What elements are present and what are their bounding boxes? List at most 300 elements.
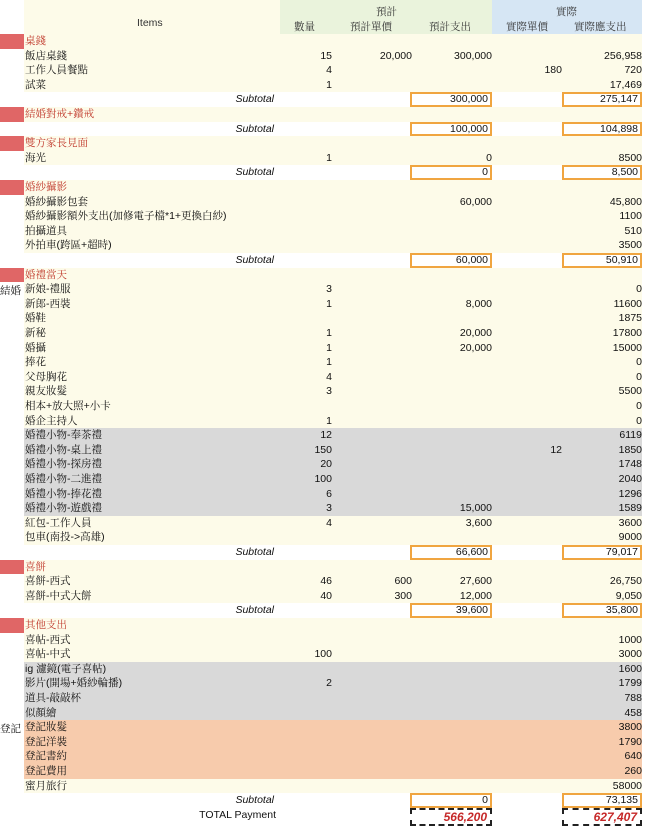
category-label[interactable]: 婚紗攝影 bbox=[24, 180, 280, 195]
actual-total-cell[interactable]: 1748 bbox=[562, 457, 642, 472]
item-label[interactable]: 婚鞋 bbox=[24, 311, 280, 326]
item-label[interactable]: 喜餅-中式大餅 bbox=[24, 589, 280, 604]
budget-total-cell[interactable] bbox=[412, 662, 492, 677]
qty-cell[interactable] bbox=[280, 530, 332, 545]
budget-total-cell[interactable] bbox=[412, 63, 492, 78]
actual-total-cell[interactable]: 510 bbox=[562, 224, 642, 239]
actual-total-cell[interactable]: 1000 bbox=[562, 633, 642, 648]
budget-total-cell[interactable] bbox=[412, 384, 492, 399]
actual-unit-cell[interactable] bbox=[492, 720, 562, 735]
actual-total-cell[interactable]: 17800 bbox=[562, 326, 642, 341]
empty-cell[interactable] bbox=[280, 253, 332, 268]
qty-cell[interactable]: 150 bbox=[280, 443, 332, 458]
budget-total-cell[interactable] bbox=[412, 399, 492, 414]
budget-total-cell[interactable]: 20,000 bbox=[412, 326, 492, 341]
budget-total-cell[interactable] bbox=[412, 530, 492, 545]
empty-cell[interactable] bbox=[280, 180, 332, 195]
item-label[interactable]: 包車(南投->高雄) bbox=[24, 530, 280, 545]
actual-unit-cell[interactable] bbox=[492, 355, 562, 370]
item-label[interactable]: 試菜 bbox=[24, 78, 280, 93]
actual-total-cell[interactable]: 45,800 bbox=[562, 195, 642, 210]
actual-total-cell[interactable]: 17,469 bbox=[562, 78, 642, 93]
item-label[interactable]: 婚攝 bbox=[24, 341, 280, 356]
actual-total-cell[interactable]: 26,750 bbox=[562, 574, 642, 589]
actual-total-cell[interactable]: 3800 bbox=[562, 720, 642, 735]
qty-cell[interactable]: 1 bbox=[280, 151, 332, 166]
actual-subtotal[interactable]: 79,017 bbox=[562, 545, 642, 560]
budget-total-cell[interactable] bbox=[412, 370, 492, 385]
empty-cell[interactable] bbox=[332, 603, 412, 618]
qty-cell[interactable]: 100 bbox=[280, 647, 332, 662]
budget-total-cell[interactable] bbox=[412, 414, 492, 429]
budget-unit-cell[interactable] bbox=[332, 326, 412, 341]
qty-cell[interactable]: 6 bbox=[280, 487, 332, 502]
actual-subtotal[interactable]: 73,135 bbox=[562, 793, 642, 808]
item-label[interactable]: 婚禮小物-二進禮 bbox=[24, 472, 280, 487]
qty-cell[interactable] bbox=[280, 779, 332, 794]
empty-cell[interactable] bbox=[492, 603, 562, 618]
actual-subtotal[interactable]: 35,800 bbox=[562, 603, 642, 618]
budget-unit-cell[interactable] bbox=[332, 195, 412, 210]
budget-unit-cell[interactable] bbox=[332, 209, 412, 224]
actual-unit-cell[interactable] bbox=[492, 487, 562, 502]
budget-unit-cell[interactable] bbox=[332, 472, 412, 487]
qty-cell[interactable]: 1 bbox=[280, 341, 332, 356]
item-label[interactable]: 新娘-禮服 bbox=[24, 282, 280, 297]
item-label[interactable]: 蜜月旅行 bbox=[24, 779, 280, 794]
actual-unit-cell[interactable] bbox=[492, 297, 562, 312]
budget-total-cell[interactable] bbox=[412, 443, 492, 458]
budget-unit-cell[interactable] bbox=[332, 706, 412, 721]
category-label[interactable]: 結婚對戒+鑽戒 bbox=[24, 107, 280, 122]
actual-unit-cell[interactable] bbox=[492, 224, 562, 239]
actual-total-cell[interactable]: 3500 bbox=[562, 238, 642, 253]
empty-cell[interactable] bbox=[332, 253, 412, 268]
qty-cell[interactable] bbox=[280, 195, 332, 210]
qty-cell[interactable]: 46 bbox=[280, 574, 332, 589]
actual-total-cell[interactable]: 1600 bbox=[562, 662, 642, 677]
empty-cell[interactable] bbox=[332, 793, 412, 808]
qty-cell[interactable]: 1 bbox=[280, 355, 332, 370]
empty-cell[interactable] bbox=[492, 92, 562, 107]
empty-cell[interactable] bbox=[562, 107, 642, 122]
actual-unit-cell[interactable] bbox=[492, 195, 562, 210]
empty-cell[interactable] bbox=[280, 136, 332, 151]
item-label[interactable]: 外拍車(跨區+超時) bbox=[24, 238, 280, 253]
budget-unit-cell[interactable] bbox=[332, 311, 412, 326]
actual-total-cell[interactable]: 9,050 bbox=[562, 589, 642, 604]
item-label[interactable]: 婚禮小物-桌上禮 bbox=[24, 443, 280, 458]
qty-cell[interactable]: 12 bbox=[280, 428, 332, 443]
empty-cell[interactable] bbox=[492, 107, 562, 122]
empty-cell[interactable] bbox=[332, 122, 412, 137]
actual-subtotal[interactable]: 104,898 bbox=[562, 122, 642, 137]
qty-cell[interactable] bbox=[280, 691, 332, 706]
budget-total-cell[interactable] bbox=[412, 457, 492, 472]
actual-total-cell[interactable]: 788 bbox=[562, 691, 642, 706]
item-label[interactable]: 登記書約 bbox=[24, 749, 280, 764]
qty-cell[interactable]: 1 bbox=[280, 297, 332, 312]
budget-unit-cell[interactable] bbox=[332, 457, 412, 472]
qty-cell[interactable] bbox=[280, 764, 332, 779]
budget-unit-cell[interactable] bbox=[332, 370, 412, 385]
budget-total-cell[interactable] bbox=[412, 706, 492, 721]
actual-unit-cell[interactable] bbox=[492, 501, 562, 516]
empty-cell[interactable] bbox=[332, 180, 412, 195]
actual-subtotal[interactable]: 50,910 bbox=[562, 253, 642, 268]
empty-cell[interactable] bbox=[280, 92, 332, 107]
actual-total-cell[interactable]: 1589 bbox=[562, 501, 642, 516]
budget-unit-cell[interactable] bbox=[332, 779, 412, 794]
budget-total-cell[interactable] bbox=[412, 428, 492, 443]
empty-cell[interactable] bbox=[280, 545, 332, 560]
budget-total-cell[interactable] bbox=[412, 779, 492, 794]
item-label[interactable]: 婚禮小物-奉茶禮 bbox=[24, 428, 280, 443]
qty-cell[interactable]: 2 bbox=[280, 676, 332, 691]
empty-cell[interactable] bbox=[332, 545, 412, 560]
qty-cell[interactable]: 100 bbox=[280, 472, 332, 487]
qty-cell[interactable]: 1 bbox=[280, 414, 332, 429]
actual-unit-cell[interactable] bbox=[492, 399, 562, 414]
budget-total-cell[interactable]: 27,600 bbox=[412, 574, 492, 589]
actual-total-cell[interactable]: 0 bbox=[562, 399, 642, 414]
category-label[interactable]: 婚禮當天 bbox=[24, 268, 280, 283]
actual-unit-cell[interactable] bbox=[492, 151, 562, 166]
budget-total-cell[interactable] bbox=[412, 633, 492, 648]
actual-total-cell[interactable]: 6119 bbox=[562, 428, 642, 443]
actual-total-cell[interactable]: 0 bbox=[562, 282, 642, 297]
budget-unit-cell[interactable] bbox=[332, 720, 412, 735]
actual-total-cell[interactable]: 8500 bbox=[562, 151, 642, 166]
budget-total-cell[interactable]: 0 bbox=[412, 151, 492, 166]
budget-subtotal[interactable]: 0 bbox=[410, 793, 492, 808]
budget-unit-cell[interactable] bbox=[332, 63, 412, 78]
empty-cell[interactable] bbox=[332, 165, 412, 180]
budget-unit-cell[interactable] bbox=[332, 662, 412, 677]
qty-cell[interactable] bbox=[280, 633, 332, 648]
empty-cell[interactable] bbox=[412, 107, 492, 122]
budget-unit-cell[interactable] bbox=[332, 341, 412, 356]
actual-total-cell[interactable]: 458 bbox=[562, 706, 642, 721]
actual-total-cell[interactable]: 0 bbox=[562, 370, 642, 385]
actual-unit-cell[interactable] bbox=[492, 735, 562, 750]
actual-unit-cell[interactable] bbox=[492, 238, 562, 253]
actual-unit-cell[interactable] bbox=[492, 209, 562, 224]
actual-unit-cell[interactable] bbox=[492, 282, 562, 297]
qty-cell[interactable]: 20 bbox=[280, 457, 332, 472]
qty-cell[interactable]: 3 bbox=[280, 384, 332, 399]
qty-cell[interactable] bbox=[280, 399, 332, 414]
qty-cell[interactable]: 40 bbox=[280, 589, 332, 604]
empty-cell[interactable] bbox=[562, 618, 642, 633]
qty-cell[interactable] bbox=[280, 720, 332, 735]
actual-unit-cell[interactable]: 12 bbox=[492, 443, 562, 458]
qty-cell[interactable] bbox=[280, 238, 332, 253]
qty-cell[interactable]: 1 bbox=[280, 326, 332, 341]
item-label[interactable]: 喜帖-西式 bbox=[24, 633, 280, 648]
empty-cell[interactable] bbox=[332, 268, 412, 283]
actual-unit-cell[interactable] bbox=[492, 311, 562, 326]
budget-unit-cell[interactable] bbox=[332, 428, 412, 443]
qty-cell[interactable]: 4 bbox=[280, 516, 332, 531]
actual-unit-cell[interactable] bbox=[492, 326, 562, 341]
item-label[interactable]: 婚禮小物-捧花禮 bbox=[24, 487, 280, 502]
empty-cell[interactable] bbox=[492, 618, 562, 633]
actual-unit-cell[interactable] bbox=[492, 676, 562, 691]
actual-unit-cell[interactable] bbox=[492, 49, 562, 64]
empty-cell[interactable] bbox=[492, 165, 562, 180]
empty-cell[interactable] bbox=[492, 34, 562, 49]
budget-unit-cell[interactable] bbox=[332, 676, 412, 691]
budget-total-cell[interactable] bbox=[412, 209, 492, 224]
budget-unit-cell[interactable] bbox=[332, 443, 412, 458]
actual-total-cell[interactable]: 2040 bbox=[562, 472, 642, 487]
qty-cell[interactable] bbox=[280, 311, 332, 326]
actual-total-cell[interactable]: 15000 bbox=[562, 341, 642, 356]
actual-unit-cell[interactable] bbox=[492, 516, 562, 531]
actual-unit-cell[interactable] bbox=[492, 764, 562, 779]
actual-unit-cell[interactable] bbox=[492, 691, 562, 706]
item-label[interactable]: 紅包-工作人員 bbox=[24, 516, 280, 531]
budget-subtotal[interactable]: 39,600 bbox=[410, 603, 492, 618]
empty-cell[interactable] bbox=[280, 165, 332, 180]
budget-total-cell[interactable] bbox=[412, 238, 492, 253]
qty-cell[interactable]: 3 bbox=[280, 282, 332, 297]
empty-cell[interactable] bbox=[332, 92, 412, 107]
budget-unit-cell[interactable] bbox=[332, 78, 412, 93]
qty-cell[interactable] bbox=[280, 224, 332, 239]
budget-total-cell[interactable] bbox=[412, 472, 492, 487]
item-label[interactable]: 婚紗攝影包套 bbox=[24, 195, 280, 210]
budget-total-cell[interactable]: 300,000 bbox=[412, 49, 492, 64]
empty-cell[interactable] bbox=[412, 618, 492, 633]
empty-cell[interactable] bbox=[492, 136, 562, 151]
budget-subtotal[interactable]: 66,600 bbox=[410, 545, 492, 560]
budget-unit-cell[interactable]: 300 bbox=[332, 589, 412, 604]
empty-cell[interactable] bbox=[280, 268, 332, 283]
budget-unit-cell[interactable] bbox=[332, 399, 412, 414]
budget-total-cell[interactable]: 60,000 bbox=[412, 195, 492, 210]
qty-cell[interactable] bbox=[280, 735, 332, 750]
actual-unit-cell[interactable] bbox=[492, 647, 562, 662]
empty-cell[interactable] bbox=[412, 34, 492, 49]
actual-unit-cell[interactable] bbox=[492, 662, 562, 677]
empty-cell[interactable] bbox=[492, 122, 562, 137]
empty-cell[interactable] bbox=[332, 618, 412, 633]
budget-unit-cell[interactable] bbox=[332, 297, 412, 312]
empty-cell[interactable] bbox=[492, 793, 562, 808]
actual-total-cell[interactable]: 1850 bbox=[562, 443, 642, 458]
item-label[interactable]: 飯店桌錢 bbox=[24, 49, 280, 64]
actual-total-cell[interactable]: 1100 bbox=[562, 209, 642, 224]
actual-total-cell[interactable]: 260 bbox=[562, 764, 642, 779]
actual-unit-cell[interactable] bbox=[492, 589, 562, 604]
qty-cell[interactable] bbox=[280, 749, 332, 764]
item-label[interactable]: 親友妝髮 bbox=[24, 384, 280, 399]
budget-total-cell[interactable] bbox=[412, 691, 492, 706]
qty-cell[interactable]: 4 bbox=[280, 370, 332, 385]
item-label[interactable]: 父母胸花 bbox=[24, 370, 280, 385]
budget-unit-cell[interactable] bbox=[332, 516, 412, 531]
actual-unit-cell[interactable] bbox=[492, 706, 562, 721]
budget-total-cell[interactable] bbox=[412, 647, 492, 662]
budget-unit-cell[interactable] bbox=[332, 238, 412, 253]
empty-cell[interactable] bbox=[492, 253, 562, 268]
qty-cell[interactable]: 4 bbox=[280, 63, 332, 78]
item-label[interactable]: 婚企主持人 bbox=[24, 414, 280, 429]
category-label[interactable]: 雙方家長見面 bbox=[24, 136, 280, 151]
item-label[interactable]: 道具-敲敲杯 bbox=[24, 691, 280, 706]
empty-cell[interactable] bbox=[280, 34, 332, 49]
actual-unit-cell[interactable] bbox=[492, 341, 562, 356]
budget-total-cell[interactable] bbox=[412, 676, 492, 691]
actual-unit-cell[interactable] bbox=[492, 370, 562, 385]
empty-cell[interactable] bbox=[280, 122, 332, 137]
empty-cell[interactable] bbox=[562, 136, 642, 151]
actual-total-cell[interactable]: 1799 bbox=[562, 676, 642, 691]
empty-cell[interactable] bbox=[332, 34, 412, 49]
actual-total-cell[interactable]: 11600 bbox=[562, 297, 642, 312]
actual-total-cell[interactable]: 640 bbox=[562, 749, 642, 764]
item-label[interactable]: 工作人員餐點 bbox=[24, 63, 280, 78]
empty-cell[interactable] bbox=[562, 180, 642, 195]
budget-total-cell[interactable]: 8,000 bbox=[412, 297, 492, 312]
budget-unit-cell[interactable] bbox=[332, 633, 412, 648]
actual-unit-cell[interactable]: 180 bbox=[492, 63, 562, 78]
item-label[interactable]: 影片(開場+婚紗輪播) bbox=[24, 676, 280, 691]
empty-cell[interactable] bbox=[332, 560, 412, 575]
budget-total-cell[interactable] bbox=[412, 282, 492, 297]
empty-cell[interactable] bbox=[412, 136, 492, 151]
budget-subtotal[interactable]: 100,000 bbox=[410, 122, 492, 137]
item-label[interactable]: 拍攝道具 bbox=[24, 224, 280, 239]
category-label[interactable]: 桌錢 bbox=[24, 34, 280, 49]
budget-total-cell[interactable]: 15,000 bbox=[412, 501, 492, 516]
actual-unit-cell[interactable] bbox=[492, 633, 562, 648]
budget-grand-total[interactable]: 566,200 bbox=[410, 808, 492, 826]
budget-subtotal[interactable]: 300,000 bbox=[410, 92, 492, 107]
item-label[interactable]: 登記妝髮 bbox=[24, 720, 280, 735]
qty-cell[interactable] bbox=[280, 209, 332, 224]
actual-unit-cell[interactable] bbox=[492, 78, 562, 93]
actual-total-cell[interactable]: 0 bbox=[562, 414, 642, 429]
actual-unit-cell[interactable] bbox=[492, 472, 562, 487]
actual-subtotal[interactable]: 275,147 bbox=[562, 92, 642, 107]
item-label[interactable]: 相本+放大照+小卡 bbox=[24, 399, 280, 414]
budget-total-cell[interactable]: 12,000 bbox=[412, 589, 492, 604]
budget-subtotal[interactable]: 0 bbox=[410, 165, 492, 180]
actual-total-cell[interactable]: 58000 bbox=[562, 779, 642, 794]
category-label[interactable]: 喜餅 bbox=[24, 560, 280, 575]
item-label[interactable]: 喜帖-中式 bbox=[24, 647, 280, 662]
actual-unit-cell[interactable] bbox=[492, 428, 562, 443]
budget-unit-cell[interactable] bbox=[332, 749, 412, 764]
actual-subtotal[interactable]: 8,500 bbox=[562, 165, 642, 180]
budget-total-cell[interactable] bbox=[412, 355, 492, 370]
item-label[interactable]: 新秘 bbox=[24, 326, 280, 341]
actual-total-cell[interactable]: 0 bbox=[562, 355, 642, 370]
actual-total-cell[interactable]: 256,958 bbox=[562, 49, 642, 64]
budget-unit-cell[interactable] bbox=[332, 764, 412, 779]
empty-cell[interactable] bbox=[562, 268, 642, 283]
budget-unit-cell[interactable] bbox=[332, 414, 412, 429]
empty-cell[interactable] bbox=[280, 107, 332, 122]
budget-unit-cell[interactable] bbox=[332, 224, 412, 239]
empty-cell[interactable] bbox=[412, 180, 492, 195]
budget-unit-cell[interactable] bbox=[332, 530, 412, 545]
budget-unit-cell[interactable]: 20,000 bbox=[332, 49, 412, 64]
actual-unit-cell[interactable] bbox=[492, 574, 562, 589]
actual-total-cell[interactable]: 720 bbox=[562, 63, 642, 78]
empty-cell[interactable] bbox=[492, 180, 562, 195]
actual-total-cell[interactable]: 9000 bbox=[562, 530, 642, 545]
budget-unit-cell[interactable] bbox=[332, 735, 412, 750]
item-label[interactable]: 婚禮小物-探房禮 bbox=[24, 457, 280, 472]
item-label[interactable]: ig 濾鏡(電子喜帖) bbox=[24, 662, 280, 677]
budget-total-cell[interactable] bbox=[412, 78, 492, 93]
qty-cell[interactable]: 15 bbox=[280, 49, 332, 64]
actual-unit-cell[interactable] bbox=[492, 749, 562, 764]
empty-cell[interactable] bbox=[492, 560, 562, 575]
budget-unit-cell[interactable] bbox=[332, 487, 412, 502]
budget-total-cell[interactable]: 3,600 bbox=[412, 516, 492, 531]
item-label[interactable]: 新郎-西裝 bbox=[24, 297, 280, 312]
item-label[interactable]: 捧花 bbox=[24, 355, 280, 370]
budget-unit-cell[interactable] bbox=[332, 384, 412, 399]
actual-total-cell[interactable]: 5500 bbox=[562, 384, 642, 399]
actual-total-cell[interactable]: 1875 bbox=[562, 311, 642, 326]
budget-unit-cell[interactable] bbox=[332, 501, 412, 516]
actual-unit-cell[interactable] bbox=[492, 414, 562, 429]
item-label[interactable]: 似顏繪 bbox=[24, 706, 280, 721]
budget-total-cell[interactable] bbox=[412, 487, 492, 502]
empty-cell[interactable] bbox=[280, 603, 332, 618]
item-label[interactable]: 海光 bbox=[24, 151, 280, 166]
budget-subtotal[interactable]: 60,000 bbox=[410, 253, 492, 268]
item-label[interactable]: 喜餅-西式 bbox=[24, 574, 280, 589]
empty-cell[interactable] bbox=[492, 268, 562, 283]
budget-unit-cell[interactable] bbox=[332, 691, 412, 706]
empty-cell[interactable] bbox=[562, 560, 642, 575]
empty-cell[interactable] bbox=[492, 545, 562, 560]
empty-cell[interactable] bbox=[280, 618, 332, 633]
budget-total-cell[interactable] bbox=[412, 735, 492, 750]
actual-total-cell[interactable]: 3600 bbox=[562, 516, 642, 531]
category-label[interactable]: 其他支出 bbox=[24, 618, 280, 633]
budget-unit-cell[interactable]: 600 bbox=[332, 574, 412, 589]
budget-total-cell[interactable] bbox=[412, 224, 492, 239]
budget-unit-cell[interactable] bbox=[332, 282, 412, 297]
actual-total-cell[interactable]: 3000 bbox=[562, 647, 642, 662]
budget-total-cell[interactable] bbox=[412, 720, 492, 735]
empty-cell[interactable] bbox=[412, 268, 492, 283]
actual-unit-cell[interactable] bbox=[492, 384, 562, 399]
budget-total-cell[interactable]: 20,000 bbox=[412, 341, 492, 356]
actual-unit-cell[interactable] bbox=[492, 530, 562, 545]
budget-total-cell[interactable] bbox=[412, 311, 492, 326]
actual-unit-cell[interactable] bbox=[492, 457, 562, 472]
qty-cell[interactable] bbox=[280, 706, 332, 721]
item-label[interactable]: 登記洋裝 bbox=[24, 735, 280, 750]
empty-cell[interactable] bbox=[332, 107, 412, 122]
budget-unit-cell[interactable] bbox=[332, 151, 412, 166]
budget-total-cell[interactable] bbox=[412, 749, 492, 764]
budget-total-cell[interactable] bbox=[412, 764, 492, 779]
empty-cell[interactable] bbox=[562, 34, 642, 49]
item-label[interactable]: 婚紗攝影額外支出(加修電子檔*1+更換白紗) bbox=[24, 209, 280, 224]
qty-cell[interactable] bbox=[280, 662, 332, 677]
item-label[interactable]: 登記費用 bbox=[24, 764, 280, 779]
